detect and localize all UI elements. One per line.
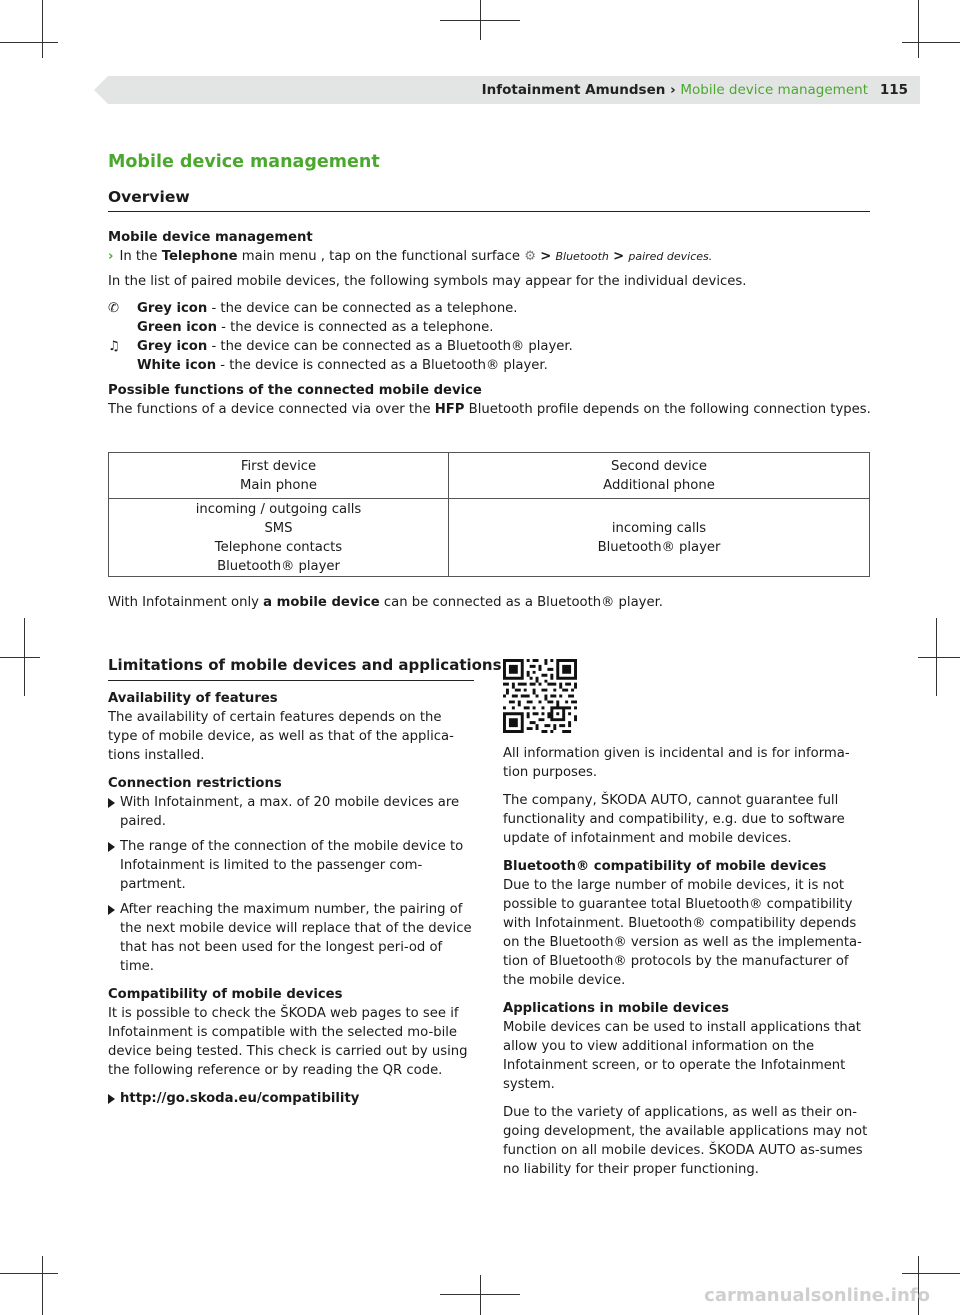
- functions-text-post: Bluetooth profile depends on the following connection types.: [464, 402, 871, 417]
- bt-heading: Bluetooth® compatibility of mobile devices: [503, 859, 827, 874]
- step-paired-devices: paired devices.: [628, 250, 713, 263]
- header-separator: ›: [670, 82, 676, 98]
- qr-code: [503, 659, 577, 733]
- legend-text: - the device can be connected as a Bluetooth® player.: [207, 339, 573, 354]
- legend-label: Green icon: [137, 320, 217, 335]
- mdm-heading: Mobile device management: [108, 230, 313, 245]
- functions-hfp: HFP: [434, 402, 465, 417]
- table-cell: [109, 499, 449, 577]
- page-title: Mobile device management: [108, 152, 380, 172]
- left-column: [108, 689, 474, 1108]
- phone-icon: ✆: [108, 301, 120, 316]
- note-post: can be connected as a Bluetooth® player.: [379, 595, 663, 610]
- step-text-post: main menu , tap on the functional surface: [237, 249, 525, 264]
- legend-label: White icon: [137, 358, 217, 373]
- running-header: [108, 76, 920, 104]
- header-line: First device: [240, 458, 317, 474]
- list-intro: In the list of paired mobile devices, the following symbols may appear for the individual devices.: [108, 274, 747, 289]
- cell-line: Bluetooth® player: [217, 558, 340, 574]
- right-column: [503, 744, 869, 1188]
- connection-bullet: With Infotainment, a max. of 20 mobile devices are paired.: [108, 793, 474, 831]
- availability-heading: Availability of features: [108, 691, 278, 706]
- table-cell: [449, 499, 870, 577]
- apps-heading: Applications in mobile devices: [503, 1001, 729, 1016]
- legend-text: - the device can be connected as a telephone.: [207, 301, 518, 316]
- table-row: [109, 499, 870, 577]
- connection-bullet: After reaching the maximum number, the pairing of the next mobile device will replace that of the device that has not been used for the longest peri-od of time.: [108, 900, 474, 976]
- settings-icon: ⚙: [524, 249, 537, 264]
- page-number: 115: [879, 82, 908, 98]
- cell-line: Bluetooth® player: [597, 539, 721, 555]
- table-header-cell: [109, 453, 449, 499]
- bt-block: [503, 857, 869, 990]
- compatibility-link[interactable]: http://go.skoda.eu/compatibility: [108, 1089, 474, 1108]
- variety-text: Due to the variety of applications, as well as their on-going development, the available applications may not function on all mobile devices. ŠKODA AUTO as-sumes no liability for their proper functioning.: [503, 1105, 868, 1177]
- functions-block: [108, 381, 878, 419]
- header-crumb: Mobile device management: [680, 82, 868, 98]
- legend-text: - the device is connected as a Bluetooth® player.: [216, 358, 548, 373]
- limitations-title: Limitations of mobile devices and applications: [108, 656, 474, 681]
- legend-phone: [108, 299, 878, 337]
- music-note-icon: ♫: [108, 339, 120, 354]
- table-header-row: [109, 453, 870, 499]
- header-line: Additional phone: [603, 477, 715, 493]
- legend-text: - the device is connected as a telephone.: [216, 320, 494, 335]
- apps-block: [503, 999, 869, 1094]
- apps-text: Mobile devices can be used to install applications that allow you to view additional information on the Infotainment screen, or to operate the Infotainment system.: [503, 1020, 861, 1092]
- infotainment-note: [108, 593, 878, 612]
- cell-line: incoming / outgoing calls: [195, 501, 362, 517]
- cell-line: SMS: [264, 520, 293, 536]
- cell-line: incoming calls: [611, 520, 707, 536]
- header-line: Second device: [610, 458, 708, 474]
- step-telephone: Telephone: [161, 249, 238, 264]
- note-bold: a mobile device: [263, 595, 380, 610]
- header-section: Infotainment Amundsen: [481, 82, 666, 98]
- step-bluetooth: Bluetooth: [555, 250, 609, 263]
- compat-block: [108, 985, 474, 1080]
- step-arrow: ›: [108, 249, 114, 264]
- mdm-step: [108, 247, 878, 266]
- compat-text: It is possible to check the ŠKODA web pages to see if Infotainment is compatible with the selected mo-bile device being tested. This check is carried out by using the following reference or by reading the QR code.: [108, 1006, 468, 1078]
- overview-heading: Overview: [108, 188, 870, 212]
- connection-table: [108, 452, 870, 577]
- legend-music: [108, 337, 878, 375]
- mdm-section: [108, 228, 878, 419]
- header-line: Main phone: [240, 477, 317, 493]
- availability-block: [108, 689, 474, 765]
- cell-line: Telephone contacts: [214, 539, 343, 555]
- connection-bullet: The range of the connection of the mobile device to Infotainment is limited to the passenger com-partment.: [108, 837, 474, 894]
- legend-label: Grey icon: [137, 339, 208, 354]
- note-pre: With Infotainment only: [108, 595, 264, 610]
- functions-text: [108, 400, 878, 419]
- functions-text-pre: The functions of a device connected via over the: [108, 402, 435, 417]
- step-text-pre: In the: [119, 249, 162, 264]
- compat-heading: Compatibility of mobile devices: [108, 987, 343, 1002]
- step-gt-1: >: [540, 249, 552, 264]
- incidental-text: All information given is incidental and is for informa-tion purposes.: [503, 746, 850, 780]
- bt-text: Due to the large number of mobile devices, it is not possible to guarantee total Bluetooth® compatibility with Infotainment. Bluetooth® compatibility depends on the Bluetooth® version as well as the implementa-tion of Bluetooth® protocols by the manufacturer of the mobile device.: [503, 878, 862, 988]
- table-header-cell: [449, 453, 870, 499]
- functions-heading: Possible functions of the connected mobile device: [108, 383, 482, 398]
- icon-legend: [108, 299, 878, 375]
- watermark: carmanualsonline.info: [704, 1285, 930, 1306]
- company-text: The company, ŠKODA AUTO, cannot guarantee full functionality and compatibility, e.g. due to software update of infotainment and mobile devices.: [503, 793, 845, 846]
- step-gt-2: >: [613, 249, 625, 264]
- legend-label: Grey icon: [137, 301, 208, 316]
- connection-heading: Connection restrictions: [108, 776, 282, 791]
- availability-text: The availability of certain features depends on the type of mobile device, as well as that of the applica-tions installed.: [108, 710, 454, 763]
